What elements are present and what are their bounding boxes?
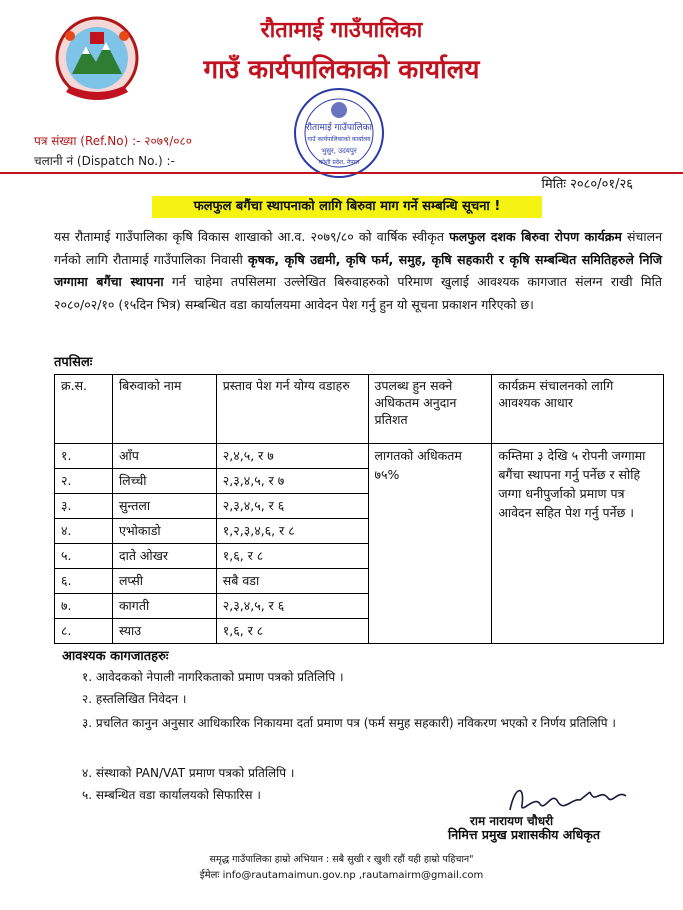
header-subsidy: उपलब्ध हुन सक्ने अधिकतम अनुदान प्रतिशत (368, 375, 492, 444)
requirement-item: ४. संस्थाको PAN/VAT प्रमाण पत्रको प्रतिलिपि । (82, 766, 295, 780)
body-bold-1: फलफुल दशक बिरुवा रोपण कार्यक्रम (449, 229, 622, 244)
cell-name: स्याउ (112, 619, 216, 644)
stamp-line-1: रौतामाई गाउँपालिका (306, 123, 372, 133)
header-name: बिरुवाको नाम (112, 375, 216, 444)
cell-sn: ७. (55, 594, 113, 619)
cell-sn: ४. (55, 519, 113, 544)
requirement-item: ५. सम्बन्धित वडा कार्यालयको सिफारिस । (82, 788, 261, 802)
cell-sn: १. (55, 444, 113, 469)
requirement-item: १. आवेदकको नेपाली नागरिकताको प्रमाण पत्रको प्रतिलिपि । (82, 670, 344, 684)
office-name: गाउँ कार्यपालिकाको कार्यालय (203, 55, 480, 85)
cell-name: कागती (112, 594, 216, 619)
table-row (55, 444, 664, 469)
body-bold-2: कृषक, कृषि उद्यमी, कृषि फर्म, समुह, कृषि सहकारी र कृषि सम्बन्धित समितिहरुले निजि जग्गामा बगैंचा स्थापना (54, 251, 662, 289)
signatory-title: निमित्त प्रमुख प्रशासकीय अधिकृत (448, 827, 600, 842)
cell-basis (492, 444, 664, 644)
cell-wards: १,६, र ८ (216, 544, 368, 569)
ref-number: पत्र संख्या (Ref.No) :- २०७९/०८० (34, 134, 193, 148)
body-text-2: संचालन गर्नको लागि रौतामाई गाउँपालिका निवासी (54, 229, 663, 267)
cell-sn: २. (55, 469, 113, 494)
notice-body (54, 226, 662, 316)
stamp-line-4: कोशी प्रदेश, नेपाल (318, 159, 360, 166)
subsidy-text: लागतको अधिकतम ७५% (374, 448, 462, 482)
cell-name: एभोकाडो (112, 519, 216, 544)
dispatch-number: चलानी नं (Dispatch No.) :- (34, 154, 175, 168)
cell-wards: १,६, र ८ (216, 619, 368, 644)
org-name: रौतामाई गाउँपालिका (260, 18, 423, 43)
table-header-row (55, 375, 664, 444)
signatory-name: राम नारायण चौधरी (470, 814, 554, 828)
basis-text: कम्तिमा ३ देखि ५ रोपनी जग्गामा बगैंचा स्थापना गर्नु पर्नेछ र सोहि जग्गा धनीपुर्जाको प्रमाण पत्र आवेदन सहित पेश गर्नु पर्नेछ । (498, 448, 646, 520)
body-text-3: गर्न चाहेमा तपसिलमा उल्लेखित बिरुवाहरुको परिमाण खुलाई आवश्यक कागजात संलग्न राखी मिति २०८०/०२/१० (१५दिन भित्र) सम्बन्धित वडा कार्यालयमा आवेदन पेश गर्नु हुन यो सूचना प्रकाशन गरिएको छ। (54, 274, 662, 312)
notice-subject: फलफुल बगैंचा स्थापनाको लागि बिरुवा माग गर्ने सम्बन्धि सूचना ! (152, 196, 542, 218)
cell-wards: सबै वडा (216, 569, 368, 594)
details-heading: तपसिलः (54, 355, 93, 370)
cell-wards: १,२,३,४,६, र ८ (216, 519, 368, 544)
cell-name: लप्सी (112, 569, 216, 594)
cell-wards: २,३,४,५, र ६ (216, 494, 368, 519)
cell-subsidy (368, 444, 492, 644)
cell-wards: २,४,५, र ७ (216, 444, 368, 469)
requirement-item: ३. प्रचलित कानुन अनुसार आधिकारिक निकायमा दर्ता प्रमाण पत्र (फर्म समुह सहकारी) नविकरण भएको र निर्णय प्रतिलिपि । (82, 716, 616, 730)
cell-sn: ६. (55, 569, 113, 594)
header-sn: क्र.स. (55, 375, 113, 444)
footer-email: ईमेलः info@rautamaimun.gov.np ,rautamairm@gmail.com (199, 870, 484, 881)
requirements-title: आवश्यक कागजातहरुः (62, 649, 169, 664)
cell-wards: २,३,४,५, र ७ (216, 469, 368, 494)
cell-name: आँप (112, 444, 216, 469)
header-basis: कार्यक्रम संचालनको लागि आवश्यक आधार (492, 375, 664, 444)
stamp-line-3: भुसुर, उदयपुर (321, 147, 357, 155)
cell-name: सुन्तला (112, 494, 216, 519)
sapling-table (54, 374, 664, 644)
cell-sn: ८. (55, 619, 113, 644)
cell-sn: ५. (55, 544, 113, 569)
header-wards: प्रस्ताव पेश गर्न योग्य वडाहरु (216, 375, 368, 444)
stamp-line-2: गाउँ कार्यपालिकाको कार्यालय (307, 136, 371, 143)
cell-wards: २,३,४,५, र ६ (216, 594, 368, 619)
body-text-1: यस रौतामाई गाउँपालिका कृषि विकास शाखाको आ.व. २०७९/८० को वार्षिक स्वीकृत (54, 229, 450, 244)
cell-name: लिच्ची (112, 469, 216, 494)
office-stamp (290, 86, 388, 180)
cell-sn: ३. (55, 494, 113, 519)
footer-slogan: समृद्ध गाउँपालिका हाम्रो अभियान : सबै सुखी र खुशी रहौं यही हाम्रो पहिचान" (209, 854, 474, 865)
notice-date: मितिः २०८०/०१/२६ (541, 177, 633, 192)
cell-name: दाते ओखर (112, 544, 216, 569)
requirement-item: २. हस्तलिखित निवेदन । (82, 692, 187, 706)
